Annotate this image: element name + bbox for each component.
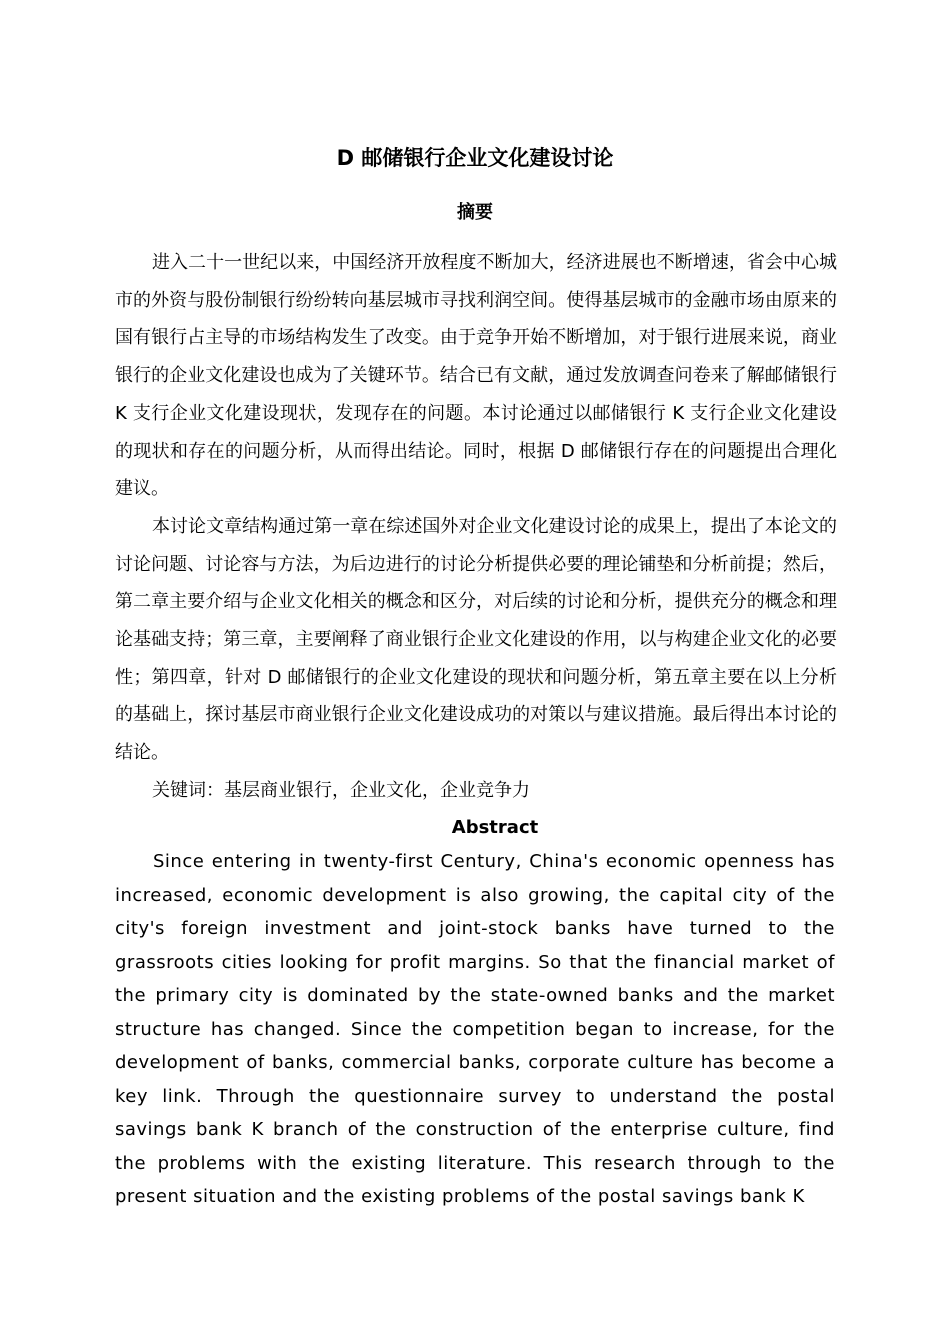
abstract-paragraph-cn: 本讨论文章结构通过第一章在综述国外对企业文化建设讨论的成果上，提出了本论文的讨论问题、讨论容与方法，为后边进行的讨论分析提供必要的理论铺垫和分析前提；然后，第二章主要介绍与企业文化相关的概念和区分，对后续的讨论和分析，提供充分的概念和理论基础支持；第三章，主要阐释了商业银行企业文化建设的作用，以与构建企业文化的必要性；第四章，针对 D 邮储银行的企业文化建设的现状和问题分析，第五章主要在以上分析的基础上，探讨基层市商业银行企业文化建设成功的对策以与建议措施。最后得出本讨论的结论。 [115,515,837,764]
document-title: D 邮储银行企业文化建设讨论 [336,146,614,170]
document-page [115,0,835,1344]
abstract-paragraph-en: Since entering in twenty-first Century, China's economic openness has increased, economic development is also growing, the capital city of the city's foreign investment and joint-stock banks have turned to the grassroots cities looking for profit margins. So that the financial market of the primary city is dominated by the state-owned banks and the market structure has changed. Since the competition began to increase, for the development of banks, commercial banks, corporate culture has become a key link. Through the questionnaire survey to understand the postal savings bank K branch of the construction of the enterprise culture, find the problems with the existing literature. This research through to the present situation and the existing problems of the postal savings bank K [115,851,835,1207]
abstract-heading-cn: 摘要 [457,202,493,223]
keywords-cn: 关键词：基层商业银行，企业文化，企业竞争力 [152,779,530,801]
abstract-paragraph-cn: 进入二十一世纪以来，中国经济开放程度不断加大，经济进展也不断增速，省会中心城市的外资与股份制银行纷纷转向基层城市寻找利润空间。使得基层城市的金融市场由原来的国有银行占主导的市场结构发生了改变。由于竞争开始不断增加，对于银行进展来说，商业银行的企业文化建设也成为了关键环节。结合已有文献，通过发放调查问卷来了解邮储银行 K 支行企业文化建设现状，发现存在的问题。本讨论通过以邮储银行 K 支行企业文化建设的现状和存在的问题分析，从而得出结论。同时，根据 D 邮储银行存在的问题提出合理化建议。 [115,252,837,500]
abstract-heading-en: Abstract [451,817,539,838]
abstract-body-cn [115,244,837,810]
